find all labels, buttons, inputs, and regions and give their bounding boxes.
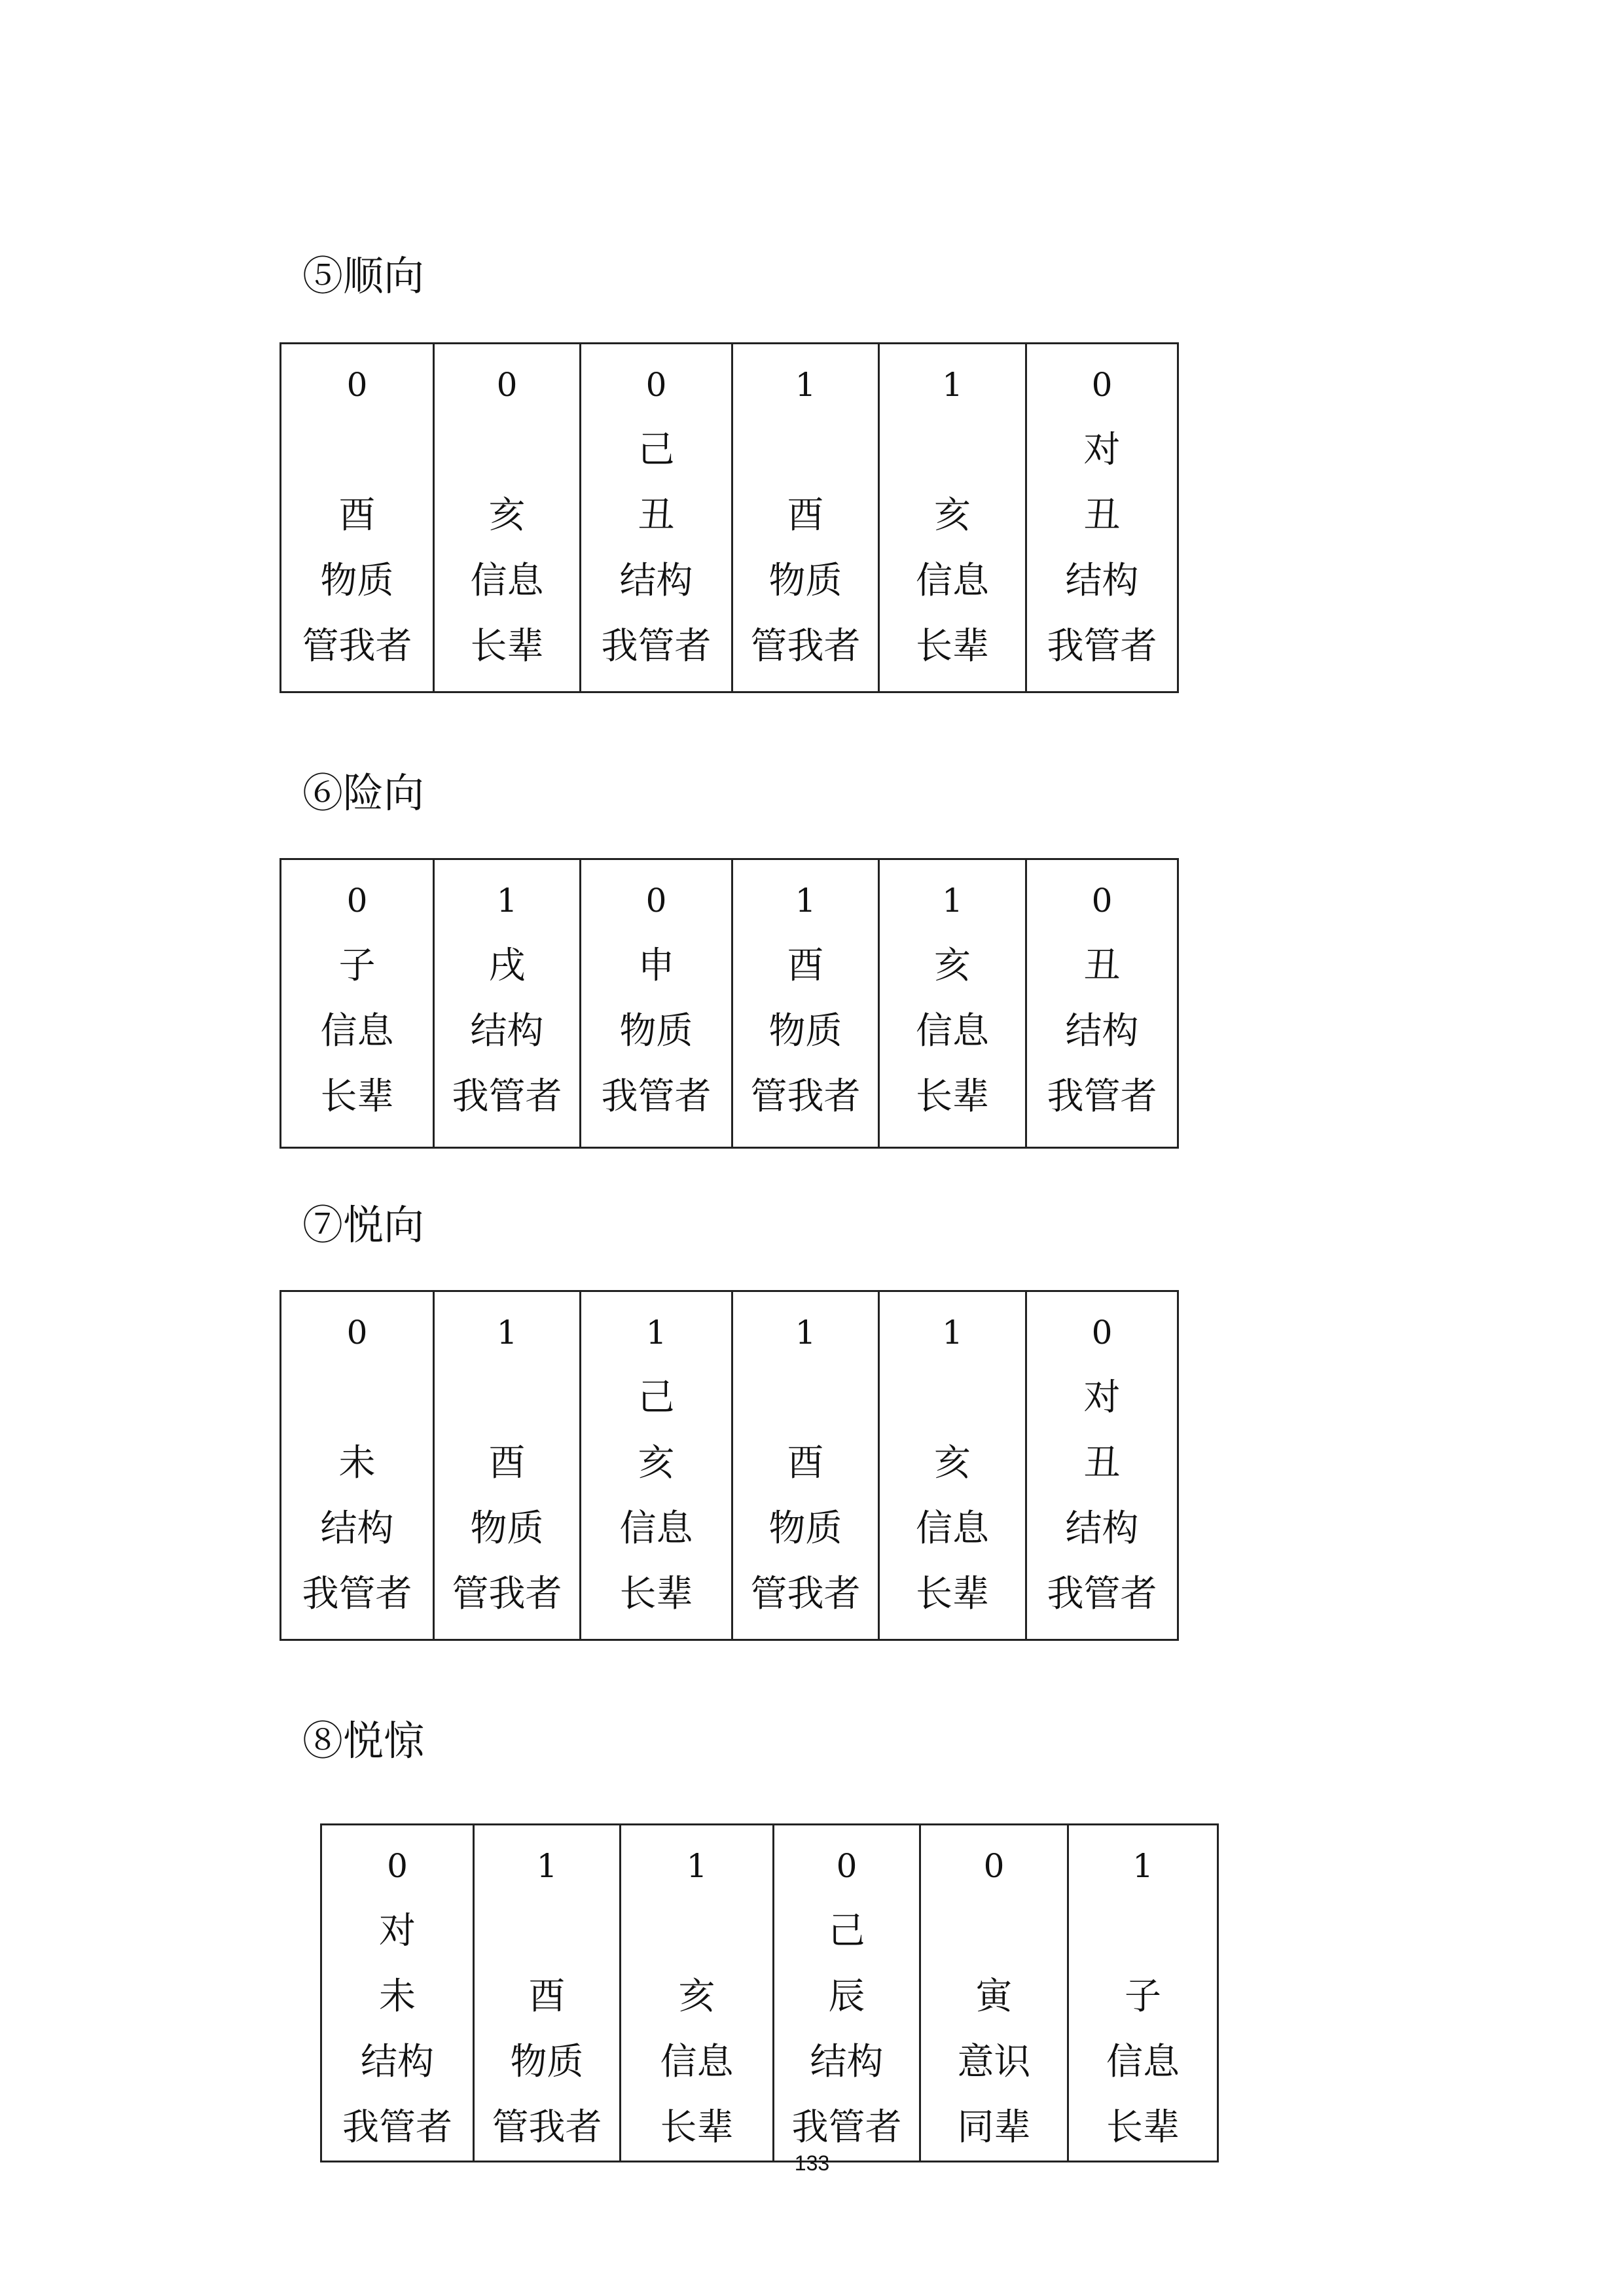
cell-number: 0 (387, 1847, 408, 1885)
table-cell (281, 344, 434, 692)
table-row (281, 1291, 1178, 1640)
cell-content (281, 1292, 433, 1627)
cell-text: 我管者 (601, 625, 712, 668)
cell-text: 酉 (787, 494, 824, 537)
cell-text: 信息 (916, 1010, 989, 1052)
cell-text: 己 (638, 429, 675, 471)
table-cell (281, 859, 434, 1148)
table-shun-xiang (280, 342, 1179, 693)
cell-text: 我管者 (1047, 1573, 1157, 1615)
cell-content (581, 1292, 731, 1627)
table-cell (474, 1825, 621, 2162)
cell-number: 0 (983, 1847, 1005, 1885)
cell-content (774, 1825, 919, 2161)
cell-number: 0 (496, 366, 518, 404)
table-xian-xiang (280, 858, 1179, 1149)
cell-text: 酉 (488, 1442, 526, 1484)
cell-text: 结构 (619, 560, 693, 602)
cell-number: 1 (496, 882, 518, 920)
cell-content (880, 1292, 1025, 1627)
cell-text: 戌 (488, 944, 526, 987)
cell-number: 1 (795, 366, 816, 404)
cell-text: 酉 (338, 494, 376, 537)
cell-text: 子 (338, 944, 376, 987)
cell-text: 意识 (957, 2041, 1031, 2083)
cell-text: 亥 (678, 1975, 715, 2018)
cell-text: 对 (379, 1910, 416, 1952)
cell-text: 管我者 (452, 1573, 562, 1615)
cell-content (880, 344, 1025, 679)
cell-content (921, 1825, 1067, 2161)
cell-content (733, 860, 878, 1130)
cell-text: 我管者 (601, 1075, 712, 1118)
table-cell (732, 344, 879, 692)
cell-number: 0 (346, 366, 368, 404)
cell-content (435, 1292, 579, 1627)
cell-text: 我管者 (1047, 625, 1157, 668)
cell-text: 亥 (934, 944, 971, 987)
cell-text: 未 (338, 1442, 376, 1484)
cell-content (880, 860, 1025, 1130)
cell-text: 酉 (528, 1975, 566, 2018)
cell-number: 1 (795, 1314, 816, 1352)
cell-number: 1 (942, 882, 963, 920)
table-cell (281, 1291, 434, 1640)
cell-text: 管我者 (302, 625, 412, 668)
table-cell (1026, 859, 1178, 1148)
cell-number: 1 (942, 366, 963, 404)
cell-text: 丑 (1083, 1442, 1121, 1484)
cell-text: 长辈 (916, 1075, 989, 1118)
cell-text: 长辈 (470, 625, 544, 668)
cell-text: 物质 (768, 1507, 842, 1550)
section-heading-shun-xiang: ⑤顺向 (302, 252, 425, 300)
table-cell (434, 859, 581, 1148)
section-heading-yue-jing: ⑧悦惊 (302, 1717, 425, 1765)
table-cell (774, 1825, 920, 2162)
table-cell (434, 344, 581, 692)
cell-number: 0 (346, 1314, 368, 1352)
cell-number: 0 (836, 1847, 857, 1885)
section-heading-yue-xiang: ⑦悦向 (302, 1201, 425, 1249)
cell-text: 结构 (470, 1010, 544, 1052)
cell-content (581, 860, 731, 1130)
cell-content (281, 860, 433, 1130)
cell-text: 申 (638, 944, 675, 987)
cell-text: 结构 (810, 2041, 884, 2083)
cell-content (733, 1292, 878, 1627)
cell-text: 物质 (470, 1507, 544, 1550)
cell-text: 物质 (320, 560, 394, 602)
cell-text: 我管者 (791, 2106, 902, 2149)
table-row (281, 859, 1178, 1148)
cell-text: 物质 (619, 1010, 693, 1052)
cell-number: 0 (645, 366, 667, 404)
cell-text: 长辈 (660, 2106, 734, 2149)
cell-text: 长辈 (1106, 2106, 1180, 2149)
cell-text: 寅 (975, 1975, 1013, 2018)
table-cell (879, 1291, 1026, 1640)
cell-text: 酉 (787, 1442, 824, 1484)
cell-text: 管我者 (492, 2106, 602, 2149)
cell-text: 结构 (361, 2041, 434, 2083)
table-cell (732, 859, 879, 1148)
cell-content (621, 1825, 772, 2161)
cell-text: 结构 (1065, 1010, 1139, 1052)
table-cell (1068, 1825, 1218, 2162)
cell-text: 亥 (934, 1442, 971, 1484)
table-cell (581, 344, 732, 692)
cell-number: 1 (536, 1847, 558, 1885)
cell-text: 辰 (828, 1975, 865, 2018)
cell-text: 管我者 (750, 1573, 861, 1615)
table-cell (321, 1825, 474, 2162)
table-cell (879, 859, 1026, 1148)
cell-content (435, 860, 579, 1130)
cell-text: 信息 (660, 2041, 734, 2083)
cell-text: 管我者 (750, 625, 861, 668)
table-cell (581, 1291, 732, 1640)
cell-text: 长辈 (619, 1573, 693, 1615)
table-cell (920, 1825, 1068, 2162)
table-cell (1026, 344, 1178, 692)
cell-text: 信息 (470, 560, 544, 602)
cell-text: 物质 (510, 2041, 584, 2083)
cell-content (435, 344, 579, 679)
cell-number: 1 (1132, 1847, 1153, 1885)
table-cell (1026, 1291, 1178, 1640)
cell-number: 0 (346, 882, 368, 920)
cell-number: 1 (795, 882, 816, 920)
section-heading-xian-xiang: ⑥险向 (302, 769, 425, 817)
cell-number: 0 (1091, 1314, 1113, 1352)
cell-text: 结构 (320, 1507, 394, 1550)
cell-number: 0 (1091, 882, 1113, 920)
cell-text: 丑 (1083, 494, 1121, 537)
cell-text: 我管者 (1047, 1075, 1157, 1118)
table-cell (732, 1291, 879, 1640)
cell-text: 结构 (1065, 560, 1139, 602)
cell-content (1027, 860, 1177, 1130)
table-cell (581, 859, 732, 1148)
cell-text: 长辈 (916, 625, 989, 668)
table-yue-xiang (280, 1290, 1179, 1641)
table-cell (621, 1825, 774, 2162)
cell-number: 1 (942, 1314, 963, 1352)
cell-text: 物质 (768, 1010, 842, 1052)
cell-text: 对 (1083, 1376, 1121, 1419)
cell-text: 我管者 (342, 2106, 452, 2149)
cell-content (581, 344, 731, 679)
cell-text: 信息 (619, 1507, 693, 1550)
cell-text: 亥 (638, 1442, 675, 1484)
cell-content (475, 1825, 619, 2161)
cell-text: 我管者 (452, 1075, 562, 1118)
cell-text: 信息 (916, 560, 989, 602)
cell-text: 长辈 (916, 1573, 989, 1615)
cell-text: 子 (1125, 1975, 1161, 2018)
cell-text: 信息 (320, 1010, 394, 1052)
cell-number: 0 (645, 882, 667, 920)
cell-content (733, 344, 878, 679)
table-row (321, 1825, 1218, 2162)
cell-content (1027, 1292, 1177, 1627)
cell-number: 1 (645, 1314, 667, 1352)
cell-number: 0 (1091, 366, 1113, 404)
cell-text: 同辈 (957, 2106, 1031, 2149)
cell-text: 亥 (934, 494, 971, 537)
cell-text: 亥 (488, 494, 526, 537)
cell-text: 己 (828, 1910, 865, 1952)
table-cell (434, 1291, 581, 1640)
cell-content (322, 1825, 473, 2161)
cell-number: 1 (496, 1314, 518, 1352)
cell-text: 结构 (1065, 1507, 1139, 1550)
cell-text: 未 (379, 1975, 416, 2018)
cell-text: 信息 (916, 1507, 989, 1550)
cell-text: 管我者 (750, 1075, 861, 1118)
cell-text: 己 (638, 1376, 675, 1419)
cell-text: 信息 (1106, 2041, 1180, 2083)
cell-text: 我管者 (302, 1573, 412, 1615)
cell-text: 酉 (787, 944, 824, 987)
cell-content (281, 344, 433, 679)
cell-text: 长辈 (320, 1075, 394, 1118)
cell-text: 对 (1083, 429, 1121, 471)
cell-text: 丑 (638, 494, 675, 537)
table-yue-jing (320, 1823, 1219, 2162)
cell-content (1027, 344, 1177, 679)
table-cell (879, 344, 1026, 692)
table-row (281, 344, 1178, 692)
cell-number: 1 (686, 1847, 708, 1885)
cell-content (1069, 1825, 1217, 2161)
page-number: 133 (794, 2151, 830, 2175)
cell-text: 物质 (768, 560, 842, 602)
cell-text: 丑 (1083, 944, 1121, 987)
